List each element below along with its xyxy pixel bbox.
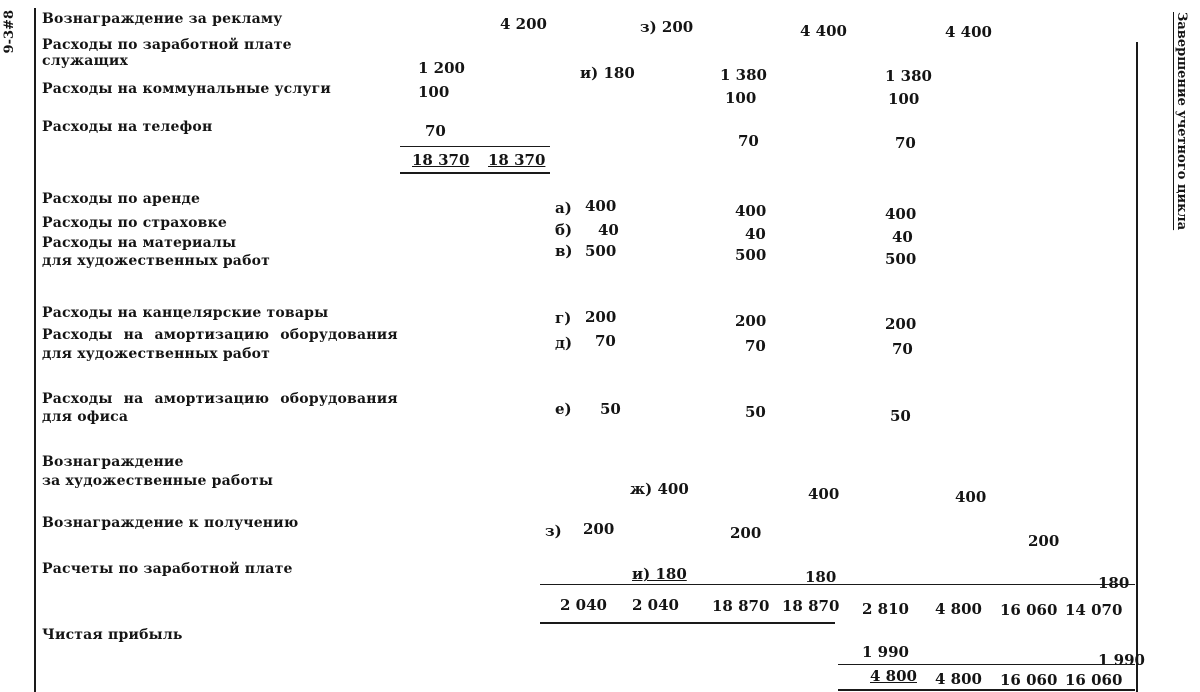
cell: 4 400 bbox=[945, 23, 992, 41]
cell: 200 bbox=[735, 312, 767, 330]
cell: 40 bbox=[892, 228, 913, 246]
adjustment-mark: а) bbox=[555, 199, 572, 217]
cell: 70 bbox=[895, 134, 916, 152]
right-margin-line bbox=[1136, 42, 1138, 692]
cell: 4 200 bbox=[500, 15, 547, 33]
adjustment-mark: е) bbox=[555, 400, 572, 418]
cell: 4 400 bbox=[800, 22, 847, 40]
row-label: для офиса bbox=[42, 409, 129, 425]
double-rule bbox=[838, 689, 1135, 691]
cell: 1 200 bbox=[418, 59, 465, 77]
final-total-cell: 16 060 bbox=[1000, 671, 1058, 689]
total-cell: 18 870 bbox=[782, 597, 840, 615]
row-label: Расходы по страховке bbox=[42, 215, 227, 231]
row-label: Вознаграждение за рекламу bbox=[42, 11, 283, 27]
row-label: Чистая прибыль bbox=[42, 627, 183, 643]
cell: 200 bbox=[730, 524, 762, 542]
final-total-cell: 16 060 bbox=[1065, 671, 1123, 689]
net-profit-cell: 1 990 bbox=[862, 643, 909, 661]
final-rule bbox=[838, 664, 1135, 665]
adjustment-mark: в) bbox=[555, 242, 573, 260]
row-label: Расходы на амортизацию оборудования bbox=[42, 391, 398, 407]
row-label: Расчеты по заработной плате bbox=[42, 561, 293, 577]
cell: 400 bbox=[808, 485, 840, 503]
cell: 100 bbox=[888, 90, 920, 108]
cell: и) 180 bbox=[632, 565, 687, 583]
cell: ж) 400 bbox=[630, 480, 689, 498]
cell: 70 bbox=[425, 122, 446, 140]
cell: 70 bbox=[738, 132, 759, 150]
cell: 400 bbox=[585, 197, 617, 215]
cell: 500 bbox=[585, 242, 617, 260]
row-label: Вознаграждение bbox=[42, 454, 184, 470]
double-rule bbox=[400, 172, 550, 174]
subtotal-rule bbox=[400, 146, 550, 147]
row-label: Расходы по заработной плате bbox=[42, 37, 292, 53]
final-total-cell: 4 800 bbox=[935, 670, 982, 688]
double-rule bbox=[540, 622, 835, 624]
total-cell: 2 040 bbox=[560, 596, 607, 614]
final-total-cell: 4 800 bbox=[870, 667, 917, 685]
cell: 400 bbox=[955, 488, 987, 506]
total-cell: 18 870 bbox=[712, 597, 770, 615]
row-label: Расходы по аренде bbox=[42, 191, 201, 207]
subtotal-cell: 18 370 bbox=[488, 151, 546, 169]
row-label: Вознаграждение к получению bbox=[42, 515, 299, 531]
adjustment-mark: з) bbox=[545, 522, 562, 540]
row-label: Расходы на телефон bbox=[42, 119, 213, 135]
cell: 400 bbox=[735, 202, 767, 220]
cell: з) 200 bbox=[640, 18, 694, 36]
row-label: Расходы на коммунальные услуги bbox=[42, 81, 332, 97]
left-margin-line bbox=[34, 8, 36, 692]
cell: 50 bbox=[745, 403, 766, 421]
cell: 70 bbox=[745, 337, 766, 355]
cell: 70 bbox=[595, 332, 616, 350]
cell: 200 bbox=[1028, 532, 1060, 550]
subtotal-cell: 18 370 bbox=[412, 151, 470, 169]
net-profit-cell: 1 990 bbox=[1098, 651, 1145, 669]
chapter-title: Завершение учетного цикла bbox=[1174, 12, 1189, 231]
row-label: для художественных работ bbox=[42, 346, 271, 362]
row-label: Расходы на канцелярские товары bbox=[42, 305, 329, 321]
adjustment-mark: г) bbox=[555, 309, 572, 327]
cell: 180 bbox=[805, 568, 837, 586]
cell: 100 bbox=[418, 83, 450, 101]
total-cell: 14 070 bbox=[1065, 601, 1123, 619]
cell: 50 bbox=[600, 400, 621, 418]
cell: 40 bbox=[745, 225, 766, 243]
cell: 500 bbox=[735, 246, 767, 264]
row-label: Расходы на амортизацию оборудования bbox=[42, 327, 398, 343]
cell: 40 bbox=[598, 221, 619, 239]
cell: 180 bbox=[1098, 574, 1130, 592]
cell: 1 380 bbox=[885, 67, 932, 85]
total-cell: 2 810 bbox=[862, 600, 909, 618]
cell: 50 bbox=[890, 407, 911, 425]
page-number: 9-3#8 bbox=[2, 10, 17, 54]
cell: 200 bbox=[585, 308, 617, 326]
totals-rule bbox=[540, 584, 1135, 585]
row-label: для художественных работ bbox=[42, 253, 271, 269]
cell: 70 bbox=[892, 340, 913, 358]
cell: 200 bbox=[885, 315, 917, 333]
total-cell: 4 800 bbox=[935, 600, 982, 618]
total-cell: 2 040 bbox=[632, 596, 679, 614]
row-label: за художественные работы bbox=[42, 473, 274, 489]
adjustment-mark: д) bbox=[555, 334, 573, 352]
cell: 100 bbox=[725, 89, 757, 107]
cell: 1 380 bbox=[720, 66, 767, 84]
cell: и) 180 bbox=[580, 64, 635, 82]
total-cell: 16 060 bbox=[1000, 601, 1058, 619]
cell: 400 bbox=[885, 205, 917, 223]
row-label: Расходы на материалы bbox=[42, 235, 237, 251]
adjustment-mark: б) bbox=[555, 221, 573, 239]
cell: 500 bbox=[885, 250, 917, 268]
cell: 200 bbox=[583, 520, 615, 538]
row-label: служащих bbox=[42, 53, 129, 69]
